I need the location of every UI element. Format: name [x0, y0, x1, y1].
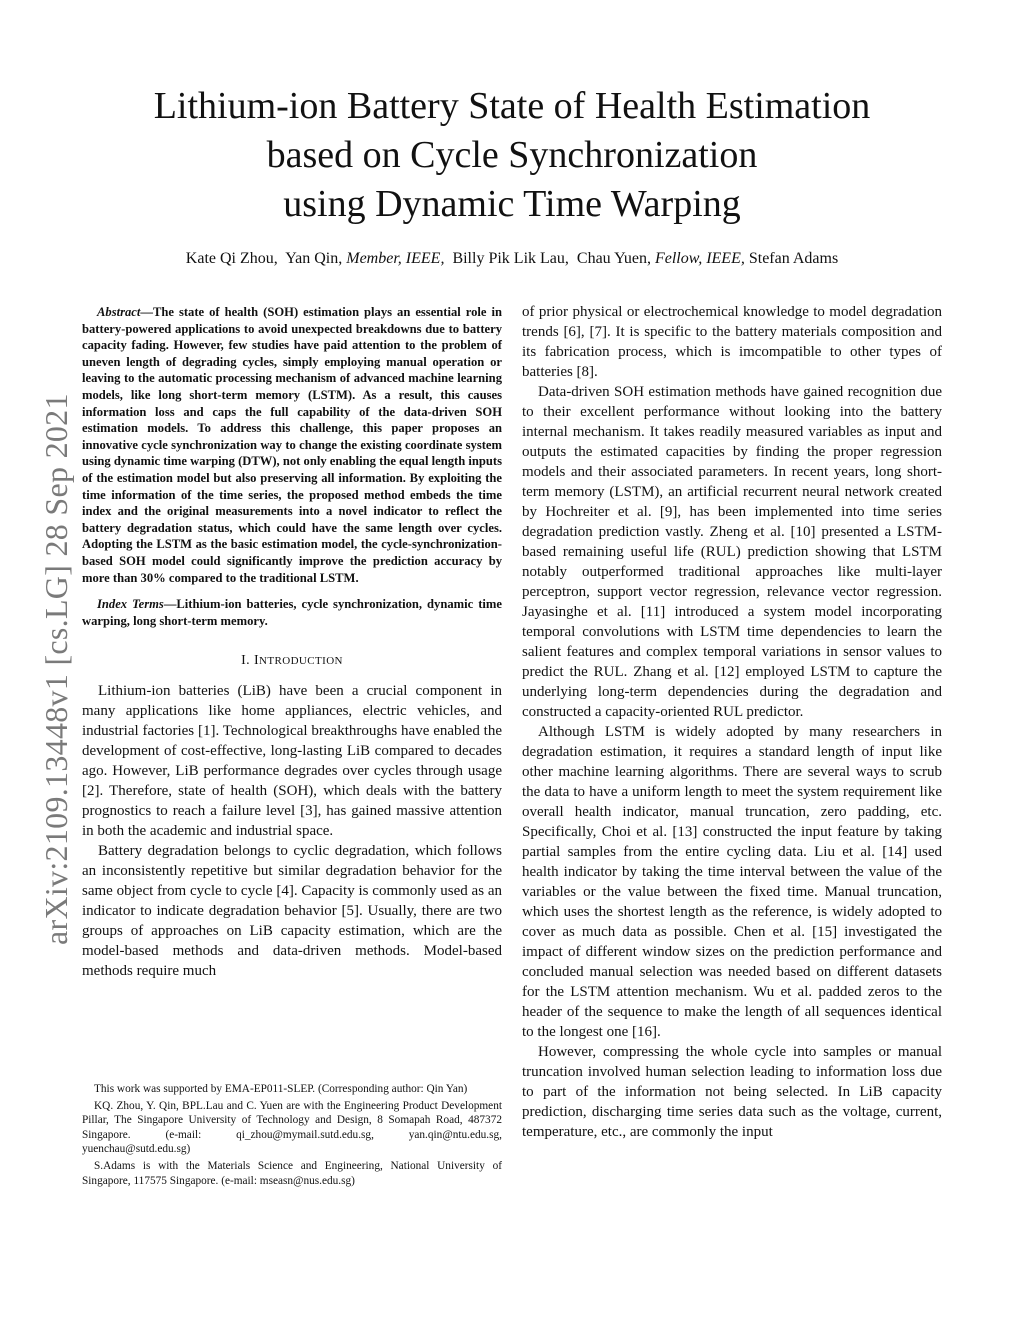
author-affiliation-role: Member, IEEE, — [346, 250, 445, 267]
footnote: This work was supported by EMA-EP011-SLEP. (Corresponding author: Qin Yan) — [94, 1083, 468, 1095]
author-name: Billy Pik Lik Lau, — [452, 250, 569, 267]
index-terms: Index Terms—Lithium-ion batteries, cycle synchronization, dynamic time warping, long short-term memory. — [82, 597, 502, 628]
body-paragraph: of prior physical or electrochemical knowledge to model degradation trends [6], [7]. It is specific to the battery materials composition and its fabrication process, which is imcompatible to other types of batteries [8]. — [522, 304, 942, 380]
body-paragraph: Lithium-ion batteries (LiB) have been a crucial component in many applications like home appliances, electric vehicles, and industrial factories [1]. Technological breakthroughs have enabled the development of cost-effective, long-lasting LiB compared to decades ago. However, LiB performance degrades over cycles through usage [2]. Therefore, state of health (SOH), which deals with the battery prognostics to reach a failure level [3], has gained massive attention in both the academic and industrial space. — [82, 683, 502, 840]
body-paragraph: However, compressing the whole cycle into samples or manual truncation involved human selection leading to information loss due to part of the information not being selected. In LiB capacity prediction, discharging time series data such as the voltage, current, temperature, etc., are commonly the input — [522, 1044, 942, 1140]
author-affiliation-role: Fellow, IEEE, — [654, 250, 745, 267]
author-name: Kate Qi Zhou, — [185, 250, 278, 267]
section-heading-introduction — [82, 651, 502, 671]
footnote: S.Adams is with the Materials Science and Engineering, National University of Singapore, 117575 Singapore. (e-mail: mseasn@nus.edu.sg) — [82, 1159, 502, 1187]
body-paragraph: Battery degradation belongs to cyclic degradation, which follows an inconsistently repetitive but similar degradation behavior for the same object from cycle to cycle [4]. Capacity is commonly used as an indicator to indicate degradation behavior [5]. Usually, there are two groups of approaches on LiB capacity estimation, which are the model-based methods and data-driven methods. Model-based methods require much — [82, 843, 502, 980]
section-numeral: I. — [241, 653, 251, 669]
abstract-label: Abstract — [97, 305, 141, 319]
body-paragraph: Although LSTM is widely adopted by many researchers in degradation estimation, it requires a standard length of input like other machine learning algorithms. There are several ways to scrub the data to have a uniform length to meet the system requirement like overall health indicator, manual truncation, zero padding, etc. Specifically, Choi et al. [13] constructed the input feature by taking partial samples from the entire cycling data. Liu et al. [14] used health indicator by taking the time interval between the value of the variables or the value between the fixed time. Manual truncation, which uses the shortest length as the reference, is widely adopted to cover as much data as possible. Chen et al. [15] investigated the impact of different window sizes on the prediction performance and concluded manual selection was needed based on different datasets for the LSTM attention mechanism. Wu et al. padded zeros to the header of the sequence to make the length of all sequences identical to the longest one [16]. — [522, 724, 942, 1040]
author-name: Stefan Adams — [748, 250, 839, 267]
index-terms-label: Index Terms — [97, 597, 164, 612]
body-paragraph: Data-driven SOH estimation methods have gained recognition due to their excellent performance without looking into the battery internal mechanism. It takes readily measured variables as input and outputs the estimated capacities by finding the proper regression models and their associated parameters. In recent years, long short-term memory (LSTM), an artificial recurrent neural network created by Hochreiter et al. [9], has been implemented into time series degradation prediction vastly. Zheng et al. [10] presented a LSTM-based remaining useful life (RUL) prediction showing that LSTM notably outperformed traditional approaches like multi-layer perceptron, support vector regression, relevance vector regression. Jayasinghe et al. [11] introduced a system model incorporating temporal convolutions with LSTM time dependencies to learn the salient features and complex temporal variations in sensor values to predict the RUL. Zhang et al. [12] employed LSTM to capture the underlying long-term dependencies during the degradation and constructed a capacity-oriented RUL predictor. — [522, 384, 942, 720]
section-title-rest: NTRODUCTION — [259, 655, 343, 668]
left-column — [82, 304, 502, 981]
arxiv-identifier-stamp: arXiv:2109.13448v1 [cs.LG] 28 Sep 2021 — [38, 393, 74, 945]
right-column — [522, 302, 942, 1142]
section-title-initial: I — [253, 653, 260, 669]
title-line: based on Cycle Synchronization — [266, 134, 758, 176]
abstract: Abstract—The state of health (SOH) estimation plays an essential role in battery-powered applications to avoid unexpected breakdowns due to battery capacity fading. However, few studies have paid attention to the problem of uneven length of degrading cycles, simply employing manual operation or leaving to the automatic processing mechanism of advanced machine learning models, like long short-term memory (LSTM). As a result, this causes information loss and caps the full capability of the data-driven SOH estimation models. To address this challenge, this paper proposes an innovative cycle synchronization way to change the existing coordinate system using dynamic time warping (DTW), not only enabling the equal length inputs of the estimation model but also preserving all information. By exploiting the time information of the time series, the proposed method embeds the time index and the original measurements into a novel indicator to reflect the battery degradation status, which could have the same length over cycles. Adopting the LSTM as the basic estimation model, the cycle-synchronization-based SOH model could significantly improve the prediction accuracy by more than 30% compared to the traditional LSTM. — [82, 305, 502, 585]
paper-title — [60, 82, 964, 229]
footnotes — [82, 1082, 502, 1190]
title-line: Lithium-ion Battery State of Health Estimation — [153, 85, 871, 127]
footnote: KQ. Zhou, Y. Qin, BPL.Lau and C. Yuen are with the Engineering Product Development Pillar, The Singapore University of Technology and Design, 8 Somapah Road, 487372 Singapore. (e-mail: qi_zhou@mymail.sutd.edu.sg, yan.qin@ntu.edu.sg, yuenchau@sutd.edu.sg) — [82, 1099, 502, 1156]
abstract-text: The state of health (SOH) estimation plays an essential role in battery-powered applications to avoid unexpected breakdowns due to battery capacity fading. However, few studies have paid attention to the problem of uneven length of degrading cycles, simply employing manual operation or leaving to the automatic processing mechanism of advanced machine learning models, like long short-term memory (LSTM). As a result, this causes information loss and caps the full capability of the data-driven SOH estimation models. To address this challenge, this paper proposes an innovative cycle synchronization way to change the existing coordinate system using dynamic time warping (DTW), not only enabling the equal length inputs of the estimation model but also preserving all information. By exploiting the time information of the time series, the proposed method embeds the time index and the original measurements into a novel indicator to reflect the battery degradation status, which could have the same length over cycles. Adopting the LSTM as the basic estimation model, the cycle-synchronization-based SOH model could significantly improve the prediction accuracy by more than 30% compared to the traditional LSTM. — [82, 305, 502, 585]
author-name: Chau Yuen, — [576, 250, 651, 267]
title-line: using Dynamic Time Warping — [283, 183, 741, 225]
author-name: Yan Qin, — [285, 250, 343, 267]
index-terms-text: Lithium-ion batteries, cycle synchronization, dynamic time warping, long short-term memory. — [82, 597, 502, 628]
author-list — [60, 249, 964, 269]
